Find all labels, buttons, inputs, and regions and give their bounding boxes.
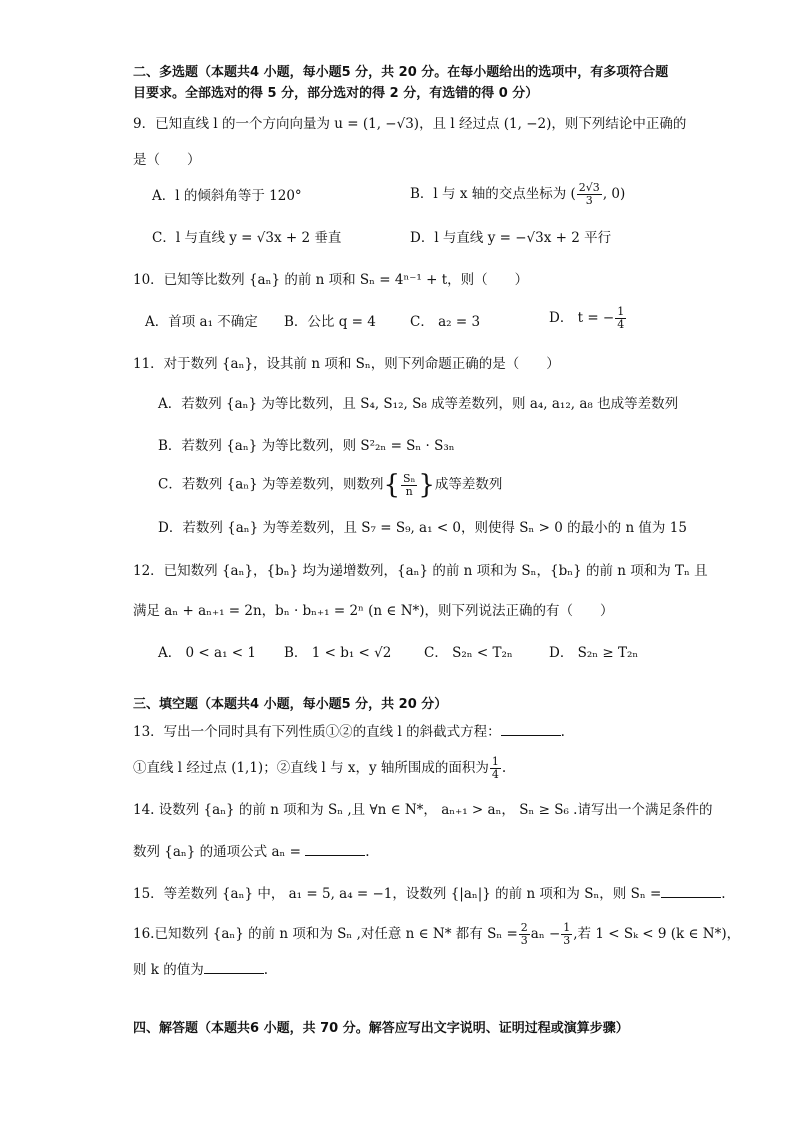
q12-option-a: A． 0 < a₁ < 1 (158, 645, 256, 661)
q11-option-c-numerator: Sₙ (403, 471, 416, 485)
q9-option-d: D．l 与直线 y = −√3x + 2 平行 (410, 230, 612, 246)
q11-option-c (158, 472, 502, 498)
q16-stem-line2 (133, 960, 268, 980)
q16-line2-text: 则 k 的值为 (133, 962, 204, 978)
q14-stem-tail: . (365, 844, 370, 860)
q11-option-c-prefix: C．若数列 {aₙ} 为等差数列，则数列 (158, 476, 384, 493)
q10-option-d-denominator: 4 (617, 318, 625, 331)
q13-area-fraction (490, 756, 501, 781)
q16-stem-line1 (133, 922, 740, 947)
q9-option-b-suffix: , 0) (602, 186, 626, 202)
q16-stem-middle: aₙ − (530, 926, 561, 942)
q12-option-d: D． S₂ₙ ≥ T₂ₙ (549, 645, 639, 661)
q9-stem-line2: 是（ ） (133, 152, 201, 168)
q9-option-b (410, 182, 625, 207)
section-4-heading: 四、解答题（本题共6 小题，共 70 分。解答应写出文字说明、证明过程或演算步骤） (133, 1021, 629, 1036)
q9-option-c: C．l 与直线 y = √3x + 2 垂直 (152, 230, 342, 246)
q10-option-d-prefix: D． t = − (549, 310, 615, 326)
q16-fraction-2-numerator: 1 (563, 921, 571, 934)
q12-option-b: B． 1 < b₁ < √2 (284, 645, 392, 661)
q15-answer-blank[interactable] (661, 885, 721, 898)
section-3-heading: 三、填空题（本题共4 小题，每小题5 分，共 20 分） (133, 697, 448, 712)
q10-option-b: B．公比 q = 4 (284, 314, 376, 330)
q9-stem-line1: 9．已知直线 l 的一个方向向量为 u = (1, −√3)，且 l 经过点 (1, −2)，则下列结论中正确的 (133, 116, 687, 132)
q16-fraction-1 (519, 922, 530, 947)
q10-option-c: C． a₂ = 3 (410, 314, 481, 330)
q13-stem (133, 722, 565, 742)
q12-stem-line2: 满足 aₙ + aₙ₊₁ = 2n，bₙ · bₙ₊₁ = 2ⁿ (n ∈ N*)，则下列说法正确的有（ ） (133, 603, 614, 619)
q11-right-brace: } (418, 470, 435, 500)
q14-stem-line2-text: 数列 {aₙ} 的通项公式 aₙ = (133, 844, 306, 860)
q16-stem-tail: . (263, 962, 269, 978)
q13-answer-blank[interactable] (501, 723, 561, 736)
q13-area-denominator: 4 (491, 768, 499, 781)
q16-stem-suffix: ,若 1 < Sₖ < 9 (k ∈ N*)， (573, 926, 741, 942)
q9-option-a: A．l 的倾斜角等于 120° (152, 188, 302, 204)
q10-option-a: A．首项 a₁ 不确定 (145, 314, 258, 330)
q10-option-d-numerator: 1 (617, 305, 625, 318)
q9-option-b-denominator: 3 (585, 194, 593, 207)
q12-option-c: C． S₂ₙ < T₂ₙ (424, 645, 513, 661)
q11-option-d: D．若数列 {aₙ} 为等差数列，且 S₇ = S₉, a₁ < 0，则使得 Sₙ > 0 的最小的 n 值为 15 (158, 520, 687, 536)
q9-option-b-numerator: 2√3 (578, 181, 600, 194)
q15-stem-text: 15．等差数列 {aₙ} 中， a₁ = 5, a₄ = −1，设数列 {|aₙ|} 的前 n 项和为 Sₙ，则 Sₙ = (133, 886, 662, 902)
q13-conditions (133, 756, 506, 781)
q13-stem-tail: . (560, 724, 565, 740)
q9-option-b-prefix: B．l 与 x 轴的交点坐标为 ( (410, 186, 576, 202)
q14-stem-line1: 14. 设数列 {aₙ} 的前 n 项和为 Sₙ ,且 ∀n ∈ N*， aₙ₊₁ > aₙ， Sₙ ≥ S₆ .请写出一个满足条件的 (133, 802, 713, 818)
q16-fraction-2 (561, 922, 572, 947)
q11-option-a: A．若数列 {aₙ} 为等比数列，且 S₄, S₁₂, S₈ 成等差数列，则 a₄, a₁₂, a₈ 也成等差数列 (158, 396, 679, 412)
q9-option-b-fraction (577, 182, 602, 207)
q10-option-d (549, 306, 627, 331)
q11-option-c-fraction (401, 473, 417, 498)
q16-fraction-2-denominator: 3 (563, 934, 571, 947)
q11-stem: 11．对于数列 {aₙ}，设其前 n 项和 Sₙ，则下列命题正确的是（ ） (133, 356, 560, 372)
q15-stem (133, 884, 726, 904)
q11-option-b: B．若数列 {aₙ} 为等比数列，则 S²₂ₙ = Sₙ · S₃ₙ (158, 438, 455, 454)
q16-answer-blank[interactable] (204, 961, 264, 974)
q14-answer-blank[interactable] (305, 843, 365, 856)
q13-conditions-suffix: . (501, 760, 507, 776)
q13-stem-text: 13．写出一个同时具有下列性质①②的直线 l 的斜截式方程： (133, 724, 501, 740)
q14-stem-line2 (133, 842, 370, 862)
q16-fraction-1-numerator: 2 (520, 921, 528, 934)
q13-area-numerator: 1 (491, 755, 499, 768)
q11-option-c-suffix: 成等差数列 (434, 476, 503, 493)
q10-option-d-fraction (615, 306, 626, 331)
section-2-heading: 二、多选题（本题共4 小题，每小题5 分，共 20 分。在每小题给出的选项中，有多项符合题目要求。全部选对的得 5 分，部分选对的得 2 分，有选错的得 0 分） (133, 65, 669, 101)
q11-option-c-denominator: n (405, 484, 413, 498)
q11-left-brace: { (383, 470, 401, 500)
q16-stem-prefix: 16.已知数列 {aₙ} 的前 n 项和为 Sₙ ,对任意 n ∈ N* 都有 Sₙ = (133, 926, 518, 942)
q13-conditions-prefix: ①直线 l 经过点 (1,1)；②直线 l 与 x，y 轴所围成的面积为 (133, 760, 489, 776)
q12-stem-line1: 12．已知数列 {aₙ}，{bₙ} 均为递增数列，{aₙ} 的前 n 项和为 Sₙ，{bₙ} 的前 n 项和为 Tₙ 且 (133, 563, 708, 579)
q16-fraction-1-denominator: 3 (520, 934, 528, 947)
q10-stem: 10．已知等比数列 {aₙ} 的前 n 项和 Sₙ = 4ⁿ⁻¹ + t，则（ ） (133, 272, 529, 288)
q15-stem-tail: . (721, 886, 726, 902)
